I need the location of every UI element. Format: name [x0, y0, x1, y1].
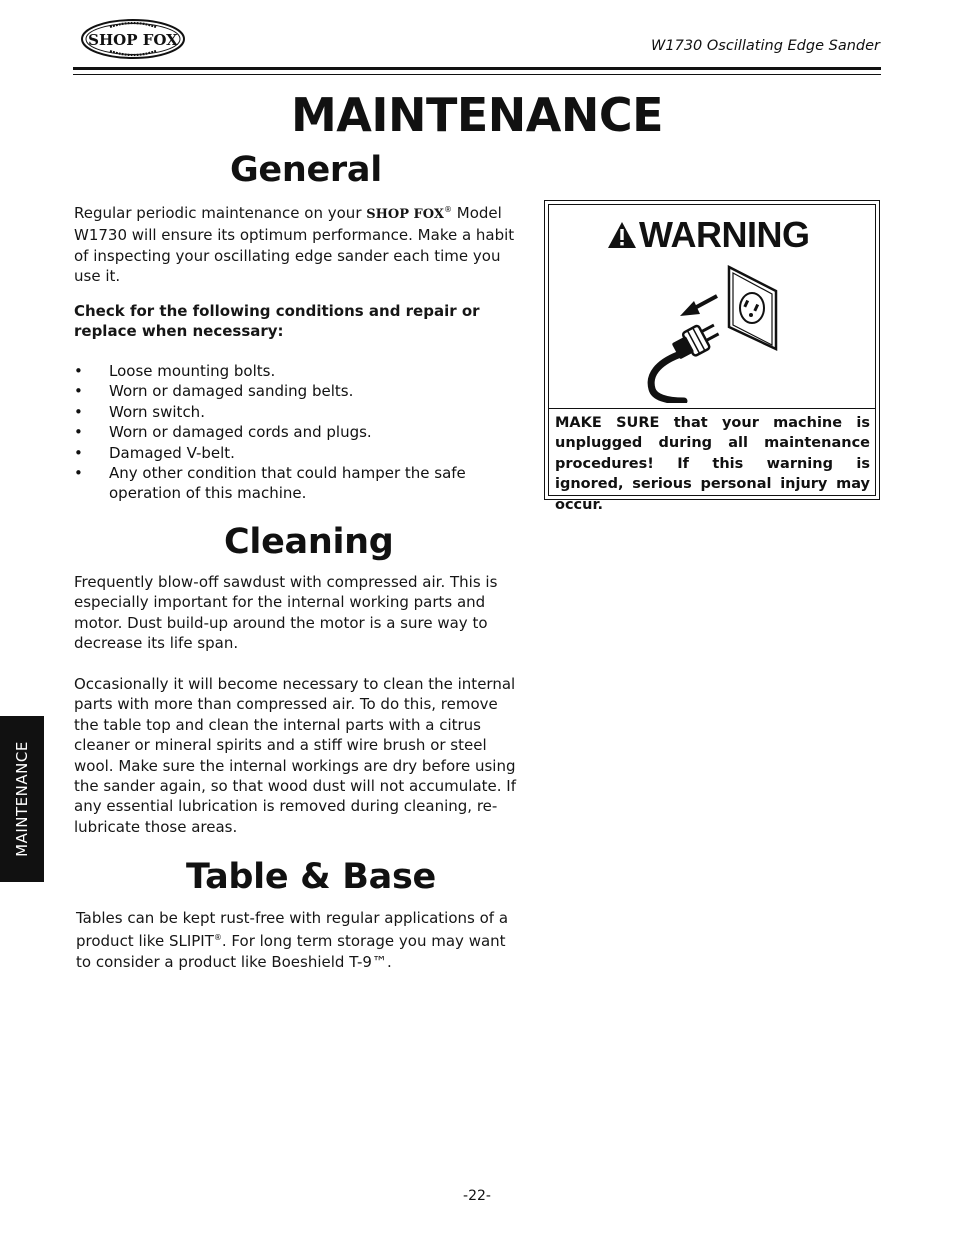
page-number: -22- — [463, 1188, 491, 1204]
table-base-heading: Table & Base — [186, 857, 436, 897]
list-item: • Any other condition that could hamper the safe operation of this machine. — [74, 463, 514, 504]
general-intro: Regular periodic maintenance on your SHOP FOX® Model W1730 will ensure its optimum performance. Make a habit of inspecting your oscillating edge sander each time you use it. — [74, 204, 515, 286]
warning-triangle-icon — [607, 221, 637, 249]
unplug-illustration — [644, 263, 784, 403]
cleaning-paragraph-2: Occasionally it will become necessary to clean the internal parts with more than compressed air. To do this, remove the table top and clean the internal parts with a citrus cleaner or mineral spirits and a stiff wire brush or steel wool. Make sure the internal workings are dry before using the sander again, so that wood dust will not accumulate. If any essential lubrication is removed during cleaning, re-lubricate those areas. — [74, 675, 516, 836]
cleaning-heading: Cleaning — [224, 522, 394, 562]
warning-text: MAKE SURE that your machine is unplugged during all maintenance procedures! If this warning is ignored, serious personal injury may occur. — [549, 408, 875, 495]
logo-text: SHOP FOX — [88, 31, 178, 49]
shop-fox-logo — [80, 18, 190, 60]
header-divider — [73, 67, 881, 75]
list-item: • Loose mounting bolts. — [74, 361, 514, 381]
warning-header — [607, 214, 810, 255]
maintenance-checklist — [74, 361, 514, 504]
brand-name: SHOP FOX — [366, 207, 444, 222]
page-title: MAINTENANCE — [290, 88, 664, 142]
document-title: W1730 Oscillating Edge Sander — [651, 38, 880, 54]
table-base-paragraph: Tables can be kept rust-free with regular applications of a product like SLIPIT®. For long term storage you may want to consider a product like Boeshield T-9™. — [76, 909, 509, 971]
cleaning-paragraph-1: Frequently blow-off sawdust with compressed air. This is especially important for the internal working parts and motor. Dust build-up around the motor is a sure way to decrease its life span. — [74, 573, 498, 653]
list-item: • Worn or damaged sanding belts. — [74, 381, 514, 401]
section-side-tab — [0, 716, 44, 882]
list-item: • Damaged V-belt. — [74, 443, 514, 463]
side-tab-label: MAINTENANCE — [13, 741, 31, 857]
warning-title: WARNING — [639, 214, 810, 255]
check-heading: Check for the following conditions and repair or replace when necessary: — [74, 302, 480, 341]
warning-box — [544, 200, 880, 513]
list-item: • Worn or damaged cords and plugs. — [74, 422, 514, 442]
list-item: • Worn switch. — [74, 402, 514, 422]
general-heading: General — [230, 150, 382, 190]
